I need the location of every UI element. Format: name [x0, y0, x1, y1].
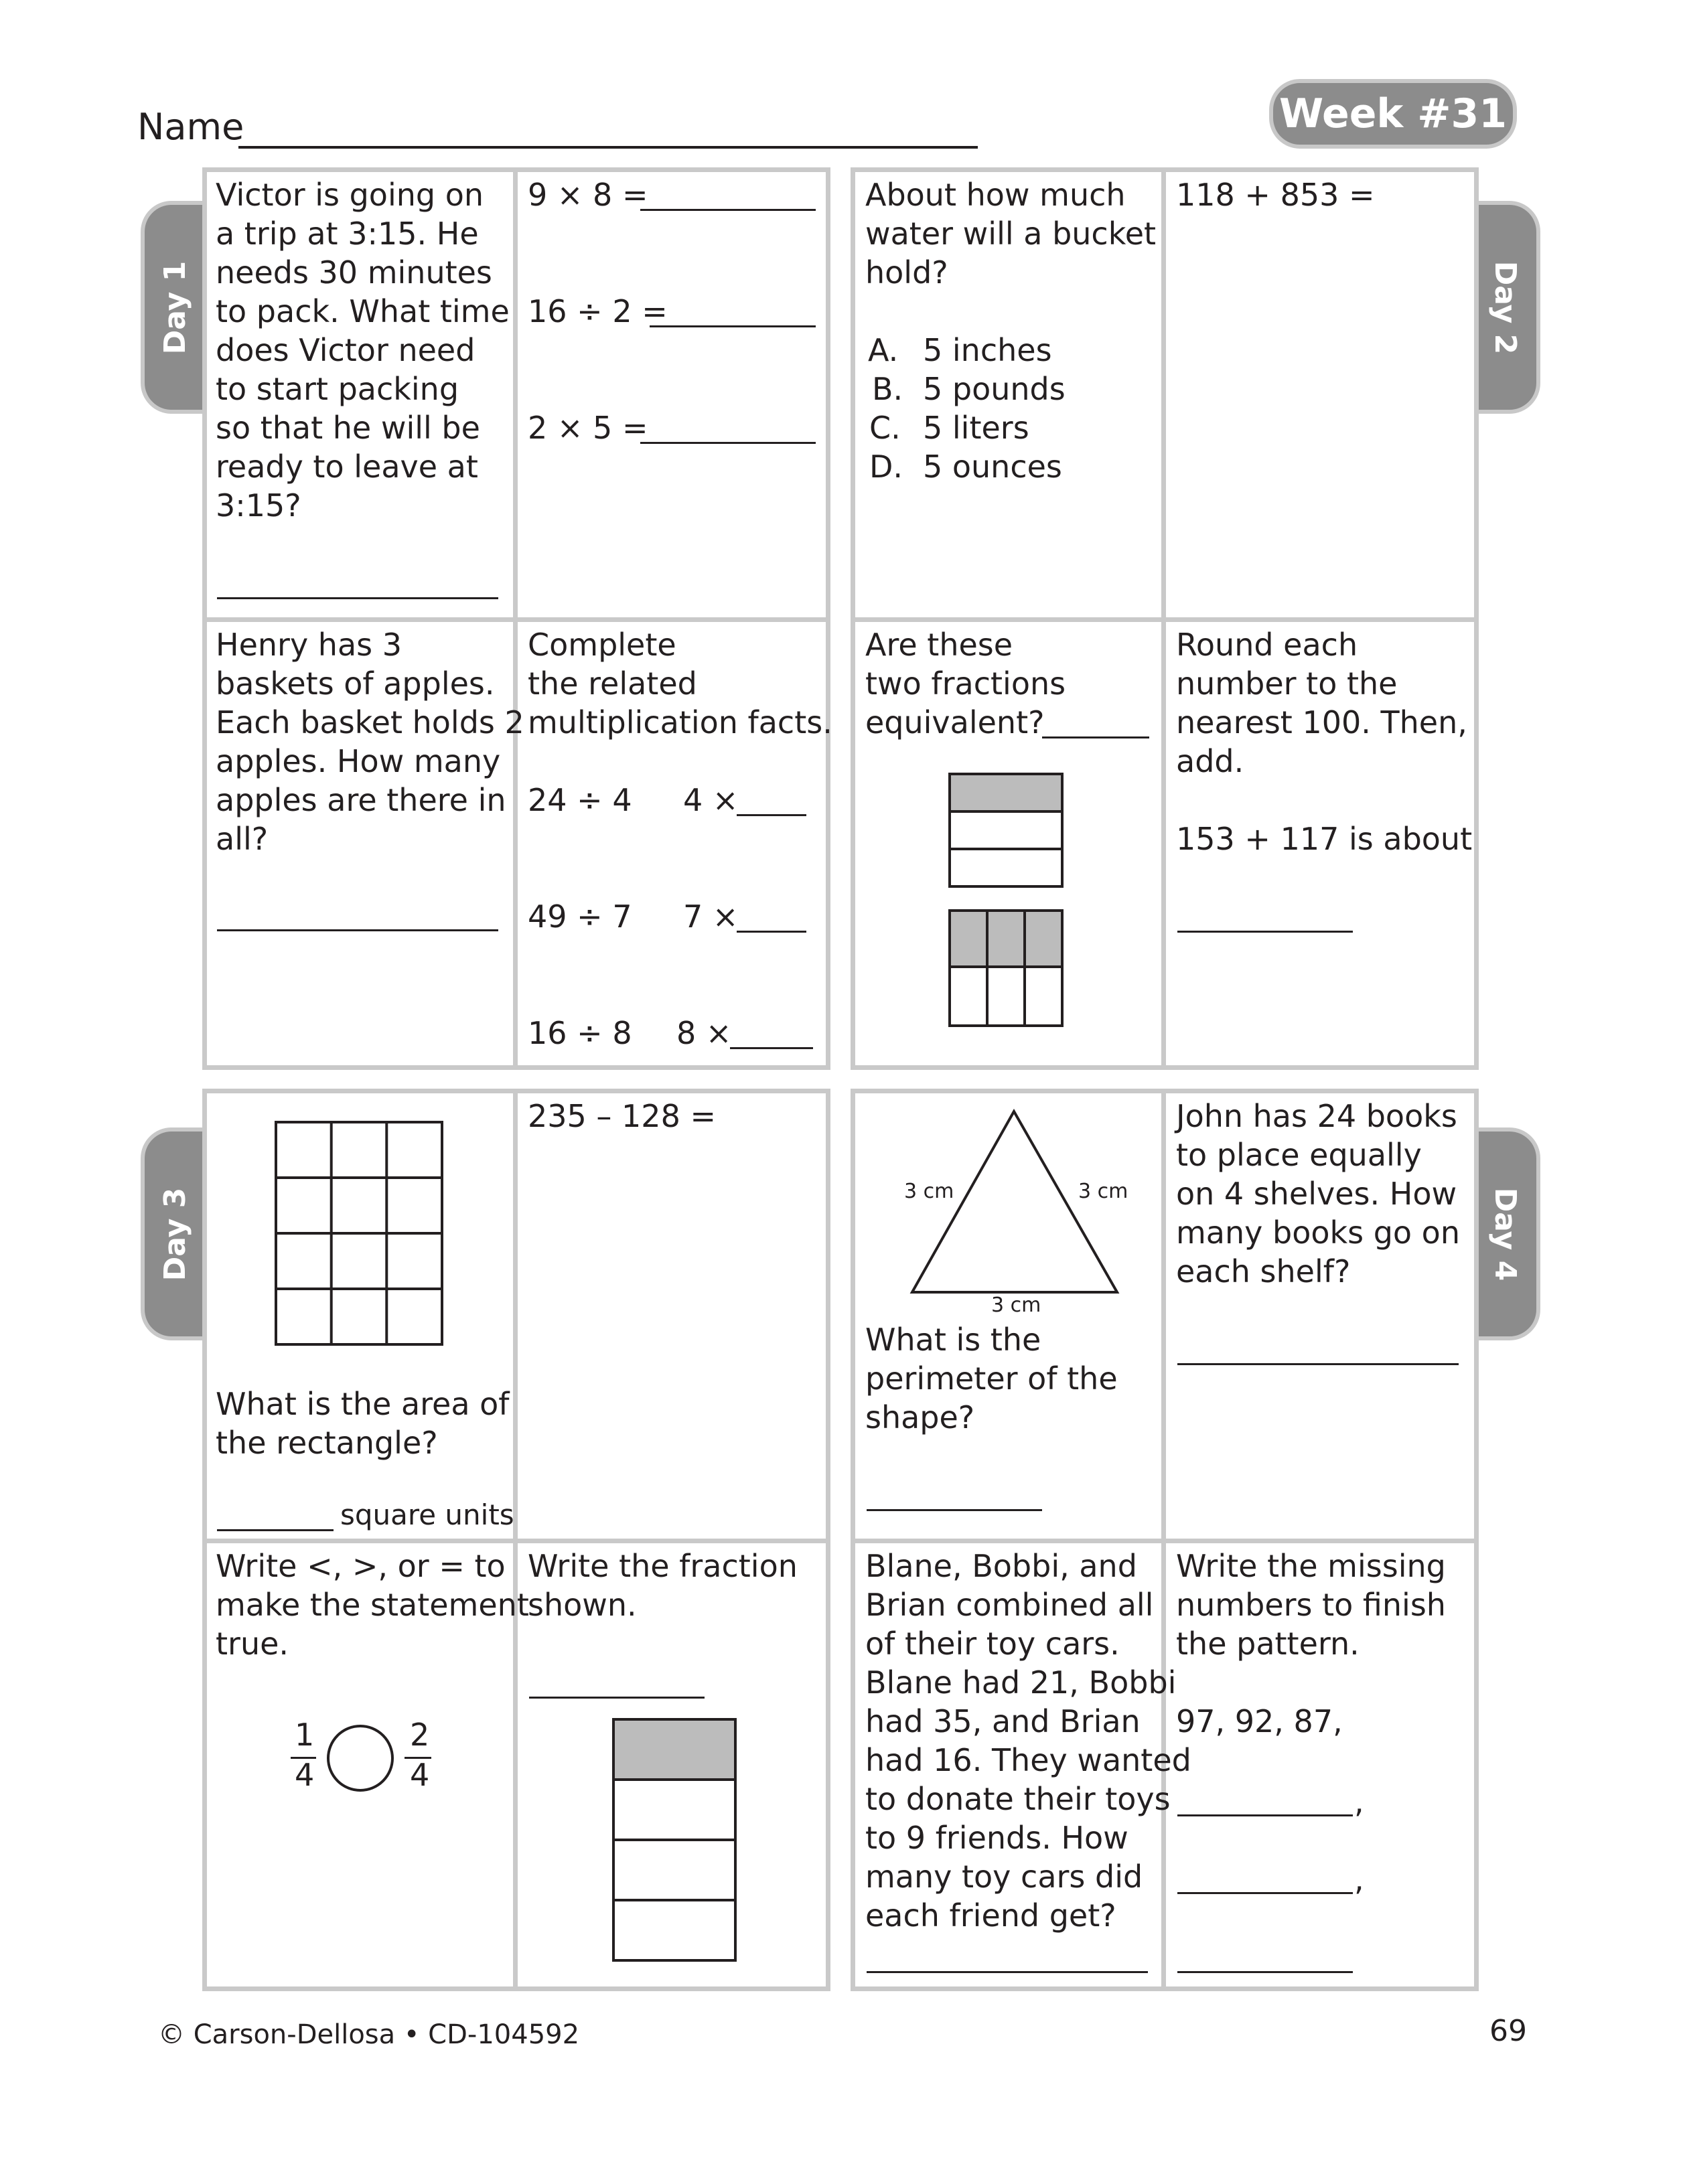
equation: 16 ÷ 2 = — [528, 293, 668, 329]
text-line: Blane had 21, Bobbi — [865, 1664, 1177, 1701]
shaded-top-row — [950, 911, 1062, 967]
text-line: shown. — [528, 1587, 637, 1623]
text-line: so that he will be — [216, 410, 480, 446]
side-label: 3 cm — [991, 1294, 1041, 1317]
text-line: to 9 friends. How — [865, 1820, 1128, 1856]
equation: 2 × 5 = — [528, 410, 648, 446]
equation: 118 + 853 = — [1176, 177, 1375, 213]
option-letter: D. — [869, 449, 903, 485]
unit-label: square units — [340, 1498, 514, 1531]
text-line: apples are there in — [216, 782, 506, 818]
multiplication-fact: 7 × — [683, 899, 739, 935]
text-line: hold? — [865, 254, 948, 291]
text-line: to donate their toys — [865, 1781, 1171, 1817]
answer-blank[interactable] — [867, 1971, 1148, 1973]
text-line: Brian combined all — [865, 1587, 1154, 1623]
comma: , — [1354, 1861, 1364, 1897]
text-line: Blane, Bobbi, and — [865, 1548, 1137, 1584]
answer-blank[interactable] — [1177, 1814, 1353, 1816]
text-line: many books go on — [1176, 1215, 1460, 1251]
text-line: of their toy cars. — [865, 1626, 1120, 1662]
text-line: true. — [216, 1626, 289, 1662]
text-line: Victor is going on — [216, 177, 484, 213]
text-line: Write the fraction — [528, 1548, 798, 1584]
fraction-numerator: 2 — [410, 1717, 430, 1753]
answer-blank[interactable] — [1177, 1363, 1459, 1365]
rounding-prompt: 153 + 117 is about — [1176, 821, 1473, 857]
answer-blank[interactable] — [217, 1529, 334, 1531]
text-line: perimeter of the — [865, 1360, 1118, 1397]
text-line: a trip at 3:15. He — [216, 216, 479, 252]
fraction-bar-quarters — [609, 1715, 739, 1964]
equation: 235 – 128 = — [528, 1098, 717, 1134]
area-grid-rectangle — [272, 1118, 447, 1350]
multiplication-fact: 8 × — [676, 1015, 732, 1051]
option-d[interactable]: 5 ounces — [923, 449, 1062, 485]
option-b[interactable]: 5 pounds — [923, 371, 1066, 407]
shaded-third — [950, 774, 1062, 811]
text-line: Are these — [865, 627, 1013, 663]
option-c[interactable]: 5 liters — [923, 410, 1029, 446]
day2-tab: Day 2 — [1475, 201, 1540, 414]
text-line: each friend get? — [865, 1897, 1116, 1934]
answer-blank[interactable] — [650, 325, 816, 327]
answer-blank[interactable] — [1177, 1971, 1353, 1973]
day3-tab: Day 3 — [141, 1127, 206, 1340]
text-line: number to the — [1176, 666, 1398, 702]
text-line: apples. How many — [216, 743, 501, 779]
answer-blank[interactable] — [1177, 1892, 1353, 1894]
text-line: had 35, and Brian — [865, 1703, 1141, 1739]
text-line: multiplication facts. — [528, 704, 832, 740]
text-line: to place equally — [1176, 1137, 1422, 1173]
pattern-sequence: 97, 92, 87, — [1176, 1703, 1343, 1739]
text-line: had 16. They wanted — [865, 1742, 1191, 1778]
text-line: nearest 100. Then, — [1176, 704, 1467, 740]
text-line: water will a bucket — [865, 216, 1157, 252]
text-line: What is the area of — [216, 1386, 510, 1422]
day1-tab: Day 1 — [141, 201, 206, 414]
text-line: Round each — [1176, 627, 1358, 663]
text-line: Write <, >, or = to — [216, 1548, 506, 1584]
text-line: to pack. What time — [216, 293, 510, 329]
text-line: each shelf? — [1176, 1253, 1351, 1290]
text-line: all? — [216, 821, 269, 857]
answer-blank[interactable] — [640, 209, 816, 211]
option-a[interactable]: 5 inches — [923, 332, 1052, 368]
answer-blank[interactable] — [737, 931, 806, 933]
text-line: to start packing — [216, 371, 459, 407]
fraction-denominator: 4 — [295, 1757, 315, 1793]
answer-blank[interactable] — [217, 597, 498, 599]
answer-blank[interactable] — [1177, 931, 1353, 933]
multiplication-fact: 4 × — [683, 782, 739, 818]
division-fact: 24 ÷ 4 — [528, 782, 632, 818]
division-fact: 49 ÷ 7 — [528, 899, 632, 935]
text-line: the related — [528, 666, 697, 702]
answer-blank[interactable] — [529, 1697, 705, 1699]
answer-blank[interactable] — [737, 814, 806, 816]
side-label: 3 cm — [1078, 1180, 1128, 1203]
text-line: two fractions — [865, 666, 1066, 702]
text-line: Henry has 3 — [216, 627, 402, 663]
text-line: numbers to finish — [1176, 1587, 1446, 1623]
side-label: 3 cm — [904, 1180, 954, 1203]
day4-tab: Day 4 — [1475, 1127, 1540, 1340]
text-line: make the statement — [216, 1587, 529, 1623]
text-line: add. — [1176, 743, 1244, 779]
text-line: many toy cars did — [865, 1859, 1143, 1895]
answer-blank[interactable] — [640, 442, 816, 444]
text-line: the pattern. — [1176, 1626, 1360, 1662]
comparison-circle[interactable] — [327, 1725, 394, 1792]
text-line: baskets of apples. — [216, 666, 495, 702]
text-line: equivalent? — [865, 704, 1045, 740]
answer-blank[interactable] — [730, 1047, 813, 1049]
name-label: Name — [137, 106, 244, 148]
text-line: on 4 shelves. How — [1176, 1176, 1457, 1212]
equation: 9 × 8 = — [528, 177, 648, 213]
text-line: What is the — [865, 1322, 1041, 1358]
text-line: ready to leave at — [216, 449, 478, 485]
text-line: John has 24 books — [1176, 1098, 1457, 1134]
text-line: Write the missing — [1176, 1548, 1446, 1584]
text-line: Complete — [528, 627, 676, 663]
page-number: 69 — [1489, 2014, 1527, 2048]
answer-blank[interactable] — [867, 1509, 1042, 1511]
text-line: 3:15? — [216, 487, 301, 524]
division-fact: 16 ÷ 8 — [528, 1015, 632, 1051]
comma: , — [1354, 1784, 1364, 1820]
text-line: About how much — [865, 177, 1126, 213]
fraction-numerator: 1 — [295, 1717, 315, 1753]
answer-blank[interactable] — [1042, 736, 1149, 738]
option-letter: A. — [868, 332, 899, 368]
option-letter: C. — [869, 410, 901, 446]
week-badge: Week #31 — [1269, 79, 1517, 149]
fraction-denominator: 4 — [410, 1757, 430, 1793]
text-line: needs 30 minutes — [216, 254, 492, 291]
shaded-quarter — [613, 1719, 735, 1780]
text-line: shape? — [865, 1399, 975, 1435]
copyright: © Carson-Dellosa • CD-104592 — [158, 2019, 580, 2050]
name-field-line[interactable] — [238, 146, 978, 149]
fraction-bars-diagram — [944, 769, 1068, 1032]
text-line: does Victor need — [216, 332, 475, 368]
answer-blank[interactable] — [217, 929, 498, 931]
option-letter: B. — [872, 371, 903, 407]
text-line: Each basket holds 2 — [216, 704, 524, 740]
text-line: the rectangle? — [216, 1425, 438, 1461]
